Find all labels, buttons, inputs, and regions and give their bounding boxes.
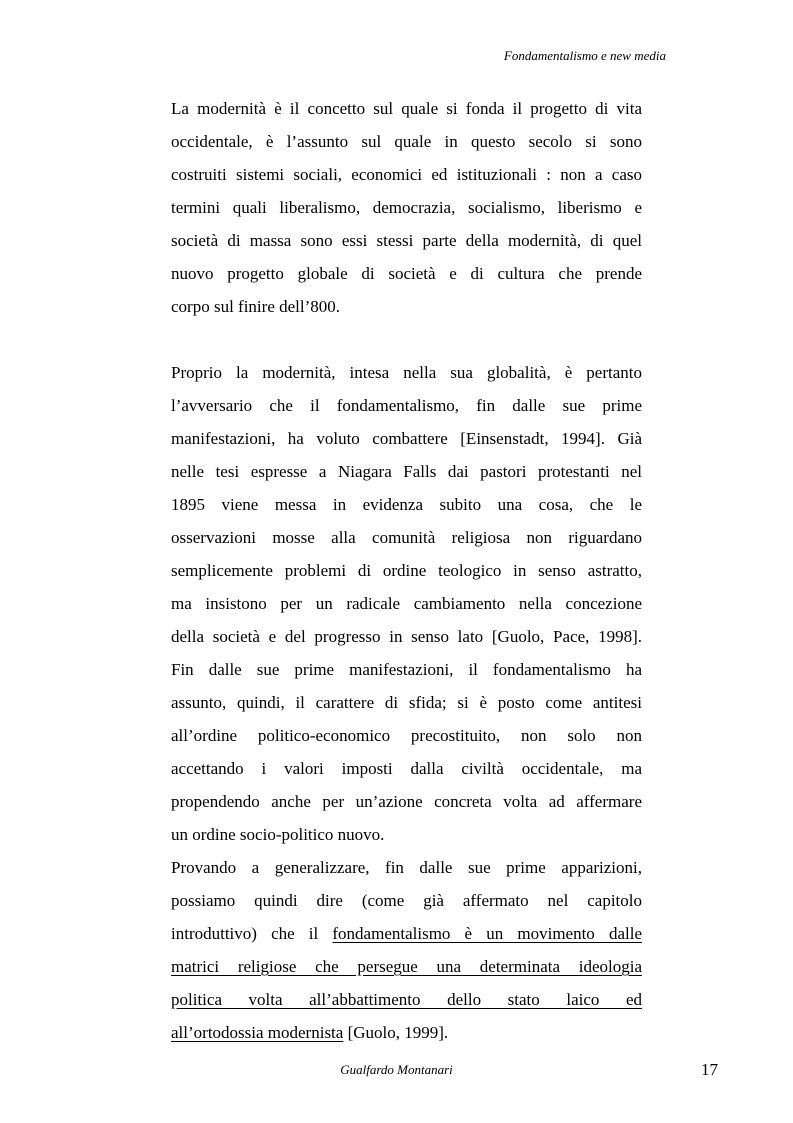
text-line — [171, 1016, 642, 1049]
text-line: Fin dalle sue prime manifestazioni, il fondamentalismo ha — [171, 660, 642, 679]
underlined-definition: all’ortodossia modernista — [171, 1023, 344, 1042]
text-line: un ordine socio-politico nuovo. — [171, 825, 385, 844]
body-text — [171, 92, 642, 1049]
text-line: società di massa sono essi stessi parte della modernità, di quel — [171, 231, 642, 250]
citation: [Guolo, 1999]. — [343, 1023, 449, 1042]
text-line: assunto, quindi, il carattere di sfida; si è posto come antitesi — [171, 693, 642, 712]
text-line — [171, 950, 642, 983]
text-line: costruiti sistemi sociali, economici ed istituzionali : non a caso — [171, 165, 642, 184]
paragraph-definition — [171, 851, 642, 1049]
text-line: La modernità è il concetto sul quale si fonda il progetto di vita — [171, 99, 642, 118]
text-line: all’ordine politico-economico precostituito, non solo non — [171, 726, 642, 745]
text-line: della società e del progresso in senso lato [Guolo, Pace, 1998]. — [171, 627, 642, 646]
text-line: Proprio la modernità, intesa nella sua globalità, è pertanto — [171, 363, 642, 382]
text-line: accettando i valori imposti dalla civiltà occidentale, ma — [171, 759, 642, 778]
paragraph-spacer — [171, 323, 642, 356]
underlined-definition: politica volta all’abbattimento dello stato laico ed — [171, 990, 642, 1009]
footer-author: Gualfardo Montanari — [340, 1062, 453, 1077]
text-line: l’avversario che il fondamentalismo, fin dalle sue prime — [171, 396, 642, 415]
text-line — [171, 917, 642, 950]
paragraph-modernity — [171, 92, 642, 323]
text-line: Provando a generalizzare, fin dalle sue prime apparizioni, — [171, 858, 642, 877]
underlined-definition: fondamentalismo è un movimento dalle — [332, 924, 642, 943]
underlined-definition: matrici religiose che persegue una determinata ideologia — [171, 957, 642, 976]
text-line: manifestazioni, ha voluto combattere [Einsenstadt, 1994]. Già — [171, 429, 642, 448]
text-line: 1895 viene messa in evidenza subito una cosa, che le — [171, 495, 642, 514]
text-line: propendendo anche per un’azione concreta volta ad affermare — [171, 792, 642, 811]
paragraph-adversary — [171, 356, 642, 851]
text-line: termini quali liberalismo, democrazia, socialismo, liberismo e — [171, 198, 642, 217]
text-line: osservazioni mosse alla comunità religiosa non riguardano — [171, 528, 642, 547]
text-line: occidentale, è l’assunto sul quale in questo secolo si sono — [171, 132, 642, 151]
text-line: semplicemente problemi di ordine teologico in senso astratto, — [171, 561, 642, 580]
text-line — [171, 983, 642, 1016]
page-number: 17 — [701, 1060, 718, 1079]
text-segment: introduttivo) che il — [171, 924, 333, 943]
text-line: nelle tesi espresse a Niagara Falls dai pastori protestanti nel — [171, 462, 642, 481]
text-line: ma insistono per un radicale cambiamento nella concezione — [171, 594, 642, 613]
text-line: corpo sul finire dell’800. — [171, 297, 341, 316]
text-line: possiamo quindi dire (come già affermato nel capitolo — [171, 891, 642, 910]
running-header: Fondamentalismo e new media — [503, 48, 666, 63]
text-line: nuovo progetto globale di società e di cultura che prende — [171, 264, 642, 283]
